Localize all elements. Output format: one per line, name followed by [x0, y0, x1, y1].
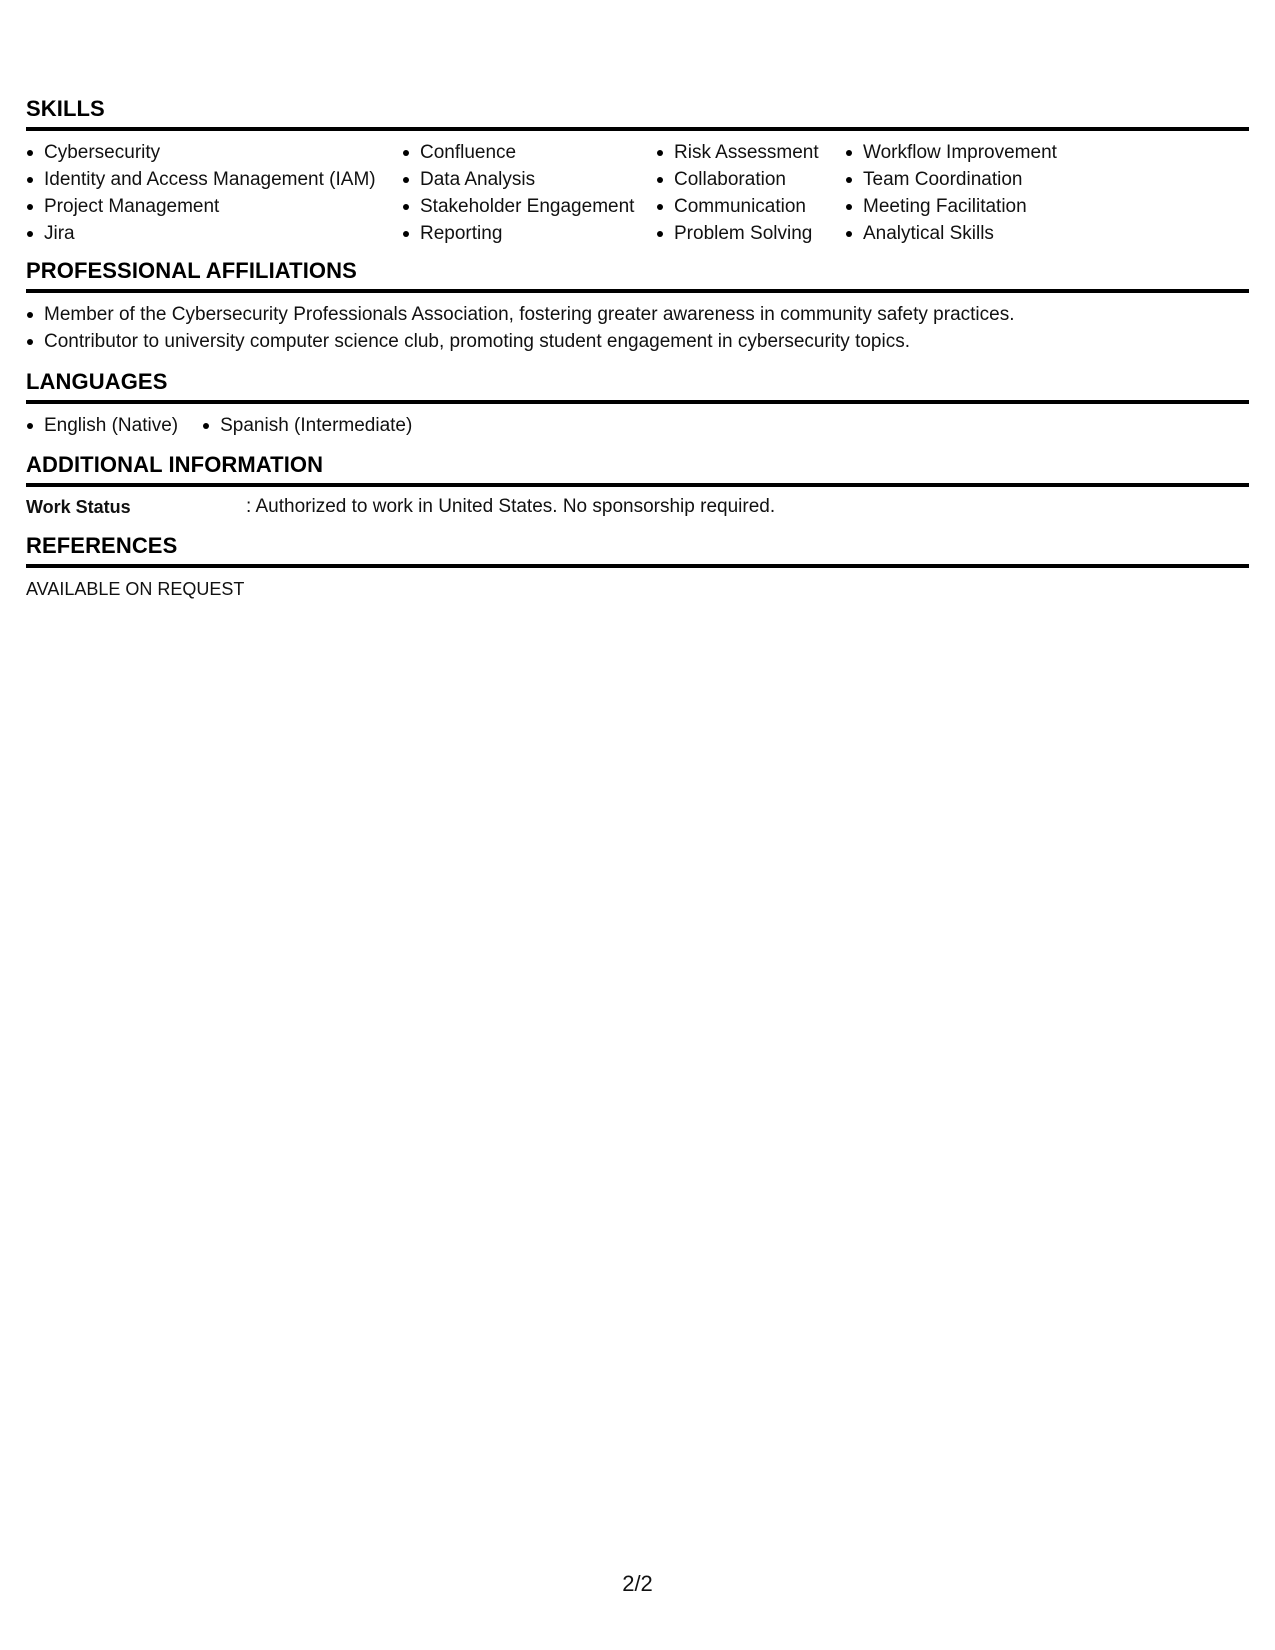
affiliations-heading: PROFESSIONAL AFFILIATIONS	[26, 257, 1249, 293]
languages-section	[26, 368, 1249, 439]
skill-item: Confluence	[402, 139, 656, 166]
skill-item: Collaboration	[656, 166, 845, 193]
skill-item: Reporting	[402, 220, 656, 247]
skills-column-4	[845, 139, 1145, 247]
affiliations-list	[26, 301, 1249, 355]
skill-item: Identity and Access Management (IAM)	[26, 166, 402, 193]
skill-item: Data Analysis	[402, 166, 656, 193]
skill-item: Communication	[656, 193, 845, 220]
skill-item: Workflow Improvement	[845, 139, 1145, 166]
references-section	[26, 532, 1249, 602]
skill-item: Jira	[26, 220, 402, 247]
page-number: 2/2	[622, 1571, 653, 1596]
work-status-value: : Authorized to work in United States. No sponsorship required.	[246, 496, 776, 517]
skills-heading: SKILLS	[26, 95, 1249, 131]
language-item: Spanish (Intermediate)	[202, 412, 412, 439]
skill-item: Problem Solving	[656, 220, 845, 247]
language-item: English (Native)	[26, 412, 178, 439]
languages-list	[26, 412, 1249, 439]
affiliation-item: Member of the Cybersecurity Professionals Association, fostering greater awareness in community safety practices.	[26, 301, 1249, 328]
skill-item: Stakeholder Engagement	[402, 193, 656, 220]
skills-column-2	[402, 139, 656, 247]
additional-info-heading: ADDITIONAL INFORMATION	[26, 451, 1249, 487]
skill-item: Project Management	[26, 193, 402, 220]
work-status-row	[26, 494, 1249, 520]
skill-item: Team Coordination	[845, 166, 1145, 193]
skill-item: Risk Assessment	[656, 139, 845, 166]
work-status-label: Work Status	[26, 497, 131, 517]
skill-item: Analytical Skills	[845, 220, 1145, 247]
skills-grid	[26, 139, 1249, 247]
skills-column-1	[26, 139, 402, 247]
affiliations-section	[26, 257, 1249, 355]
references-text: AVAILABLE ON REQUEST	[26, 579, 245, 599]
resume-page	[26, 95, 1249, 602]
skill-item: Cybersecurity	[26, 139, 402, 166]
skills-column-3	[656, 139, 845, 247]
references-heading: REFERENCES	[26, 532, 1249, 568]
skills-section	[26, 95, 1249, 247]
skill-item: Meeting Facilitation	[845, 193, 1145, 220]
languages-heading: LANGUAGES	[26, 368, 1249, 404]
affiliation-item: Contributor to university computer science club, promoting student engagement in cybersecurity topics.	[26, 328, 1249, 355]
additional-info-section	[26, 451, 1249, 520]
